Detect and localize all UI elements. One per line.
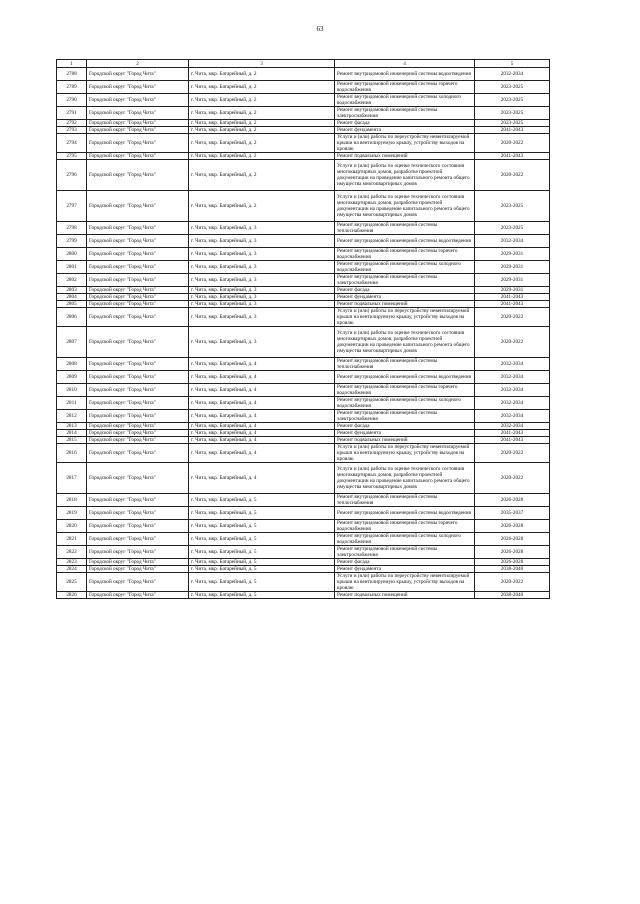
row-number-cell: 2811 xyxy=(57,397,87,410)
address-cell: г. Чита, мкр. Батарейный, д. 5 xyxy=(189,559,335,566)
table-row xyxy=(57,507,550,520)
municipality-cell: Городской округ "Город Чита" xyxy=(87,573,189,592)
municipality-cell: Городской округ "Город Чита" xyxy=(87,592,189,599)
municipality-cell: Городской округ "Город Чита" xyxy=(87,410,189,423)
period-cell: 2020-2022 xyxy=(475,444,550,463)
address-cell: г. Чита, мкр. Батарейный, д. 5 xyxy=(189,494,335,507)
work-type-cell: Ремонт внутридомовой инженерной системы теплоснабжения xyxy=(335,358,475,371)
row-number-cell: 2806 xyxy=(57,308,87,327)
row-number-cell: 2810 xyxy=(57,384,87,397)
table-row xyxy=(57,520,550,533)
period-cell: 2041-2043 xyxy=(475,127,550,134)
table-row xyxy=(57,134,550,153)
table-row xyxy=(57,274,550,287)
row-number-cell: 2815 xyxy=(57,437,87,444)
work-type-cell: Ремонт внутридомовой инженерной системы электроснабжения xyxy=(335,546,475,559)
municipality-cell: Городской округ "Город Чита" xyxy=(87,566,189,573)
municipality-cell: Городской округ "Город Чита" xyxy=(87,160,189,191)
table-row xyxy=(57,107,550,120)
work-type-cell: Услуги и (или) работы по оценке технического состояния многоквартирных домов, разработке проектной документации на проведение капитального ремонта общего имущества многоквартирных домов xyxy=(335,160,475,191)
period-cell: 2041-2043 xyxy=(475,294,550,301)
address-cell: г. Чита, мкр. Батарейный, д. 2 xyxy=(189,94,335,107)
municipality-cell: Городской округ "Город Чита" xyxy=(87,81,189,94)
municipality-cell: Городской округ "Город Чита" xyxy=(87,397,189,410)
table-row xyxy=(57,308,550,327)
row-number-cell: 2800 xyxy=(57,248,87,261)
municipality-cell: Городской округ "Город Чита" xyxy=(87,107,189,120)
row-number-cell: 2788 xyxy=(57,68,87,81)
municipality-cell: Городской округ "Город Чита" xyxy=(87,444,189,463)
work-type-cell: Ремонт подвальных помещений xyxy=(335,301,475,308)
municipality-cell: Городской округ "Город Чита" xyxy=(87,261,189,274)
column-header-work-type: 4 xyxy=(335,60,475,68)
municipality-cell: Городской округ "Город Чита" xyxy=(87,134,189,153)
period-cell: 2023-2025 xyxy=(475,120,550,127)
table-row xyxy=(57,294,550,301)
column-header-municipality: 2 xyxy=(87,60,189,68)
table-row xyxy=(57,371,550,384)
municipality-cell: Городской округ "Город Чита" xyxy=(87,358,189,371)
municipality-cell: Городской округ "Город Чита" xyxy=(87,520,189,533)
work-type-cell: Ремонт внутридомовой инженерной системы холодного водоснабжения xyxy=(335,397,475,410)
address-cell: г. Чита, мкр. Батарейный, д. 4 xyxy=(189,430,335,437)
table-row xyxy=(57,248,550,261)
address-cell: г. Чита, мкр. Батарейный, д. 4 xyxy=(189,437,335,444)
municipality-cell: Городской округ "Город Чита" xyxy=(87,546,189,559)
row-number-cell: 2823 xyxy=(57,559,87,566)
table-row xyxy=(57,81,550,94)
work-type-cell: Ремонт подвальных помещений xyxy=(335,592,475,599)
table-row xyxy=(57,397,550,410)
municipality-cell: Городской округ "Город Чита" xyxy=(87,94,189,107)
table-row xyxy=(57,533,550,546)
municipality-cell: Городской округ "Город Чита" xyxy=(87,127,189,134)
row-number-cell: 2805 xyxy=(57,301,87,308)
address-cell: г. Чита, мкр. Батарейный, д. 5 xyxy=(189,566,335,573)
period-cell: 2020-2022 xyxy=(475,463,550,494)
period-cell: 2029-2031 xyxy=(475,287,550,294)
row-number-cell: 2816 xyxy=(57,444,87,463)
period-cell: 2026-2028 xyxy=(475,494,550,507)
row-number-cell: 2799 xyxy=(57,235,87,248)
row-number-cell: 2792 xyxy=(57,120,87,127)
table-row xyxy=(57,120,550,127)
work-type-cell: Ремонт внутридомовой инженерной системы горячего водоснабжения xyxy=(335,81,475,94)
work-type-cell: Ремонт внутридомовой инженерной системы холодного водоснабжения xyxy=(335,533,475,546)
period-cell: 2023-2025 xyxy=(475,94,550,107)
row-number-cell: 2818 xyxy=(57,494,87,507)
table-row xyxy=(57,68,550,81)
municipality-cell: Городской округ "Город Чита" xyxy=(87,371,189,384)
row-number-cell: 2809 xyxy=(57,371,87,384)
row-number-cell: 2798 xyxy=(57,222,87,235)
address-cell: г. Чита, мкр. Батарейный, д. 5 xyxy=(189,507,335,520)
address-cell: г. Чита, мкр. Батарейный, д. 4 xyxy=(189,463,335,494)
period-cell: 2020-2022 xyxy=(475,327,550,358)
period-cell: 2038-2040 xyxy=(475,592,550,599)
table-row xyxy=(57,559,550,566)
table-row xyxy=(57,160,550,191)
municipality-cell: Городской округ "Город Чита" xyxy=(87,191,189,222)
row-number-cell: 2803 xyxy=(57,287,87,294)
work-type-cell: Ремонт внутридомовой инженерной системы водоотведения xyxy=(335,371,475,384)
address-cell: г. Чита, мкр. Батарейный, д. 4 xyxy=(189,371,335,384)
address-cell: г. Чита, мкр. Батарейный, д. 2 xyxy=(189,134,335,153)
table-row xyxy=(57,463,550,494)
work-type-cell: Ремонт фасада xyxy=(335,287,475,294)
municipality-cell: Городской округ "Город Чита" xyxy=(87,68,189,81)
address-cell: г. Чита, мкр. Батарейный, д. 4 xyxy=(189,410,335,423)
work-type-cell: Ремонт внутридомовой инженерной системы теплоснабжения xyxy=(335,222,475,235)
work-type-cell: Услуги и (или) работы по оценке технического состояния многоквартирных домов, разработке проектной документации на проведение капитального ремонта общего имущества многоквартирных домов xyxy=(335,191,475,222)
row-number-cell: 2821 xyxy=(57,533,87,546)
table-row xyxy=(57,127,550,134)
row-number-cell: 2794 xyxy=(57,134,87,153)
period-cell: 2029-2031 xyxy=(475,261,550,274)
municipality-cell: Городской округ "Город Чита" xyxy=(87,494,189,507)
address-cell: г. Чита, мкр. Батарейный, д. 3 xyxy=(189,248,335,261)
table-row xyxy=(57,573,550,592)
row-number-cell: 2812 xyxy=(57,410,87,423)
row-number-cell: 2795 xyxy=(57,153,87,160)
table-row xyxy=(57,301,550,308)
period-cell: 2032-2034 xyxy=(475,410,550,423)
address-cell: г. Чита, мкр. Батарейный, д. 4 xyxy=(189,423,335,430)
municipality-cell: Городской округ "Город Чита" xyxy=(87,437,189,444)
table-header xyxy=(57,60,550,68)
period-cell: 2041-2043 xyxy=(475,301,550,308)
work-type-cell: Услуги и (или) работы по переустройству невентилируемой крыши на вентилируемую крышу, устройству выходов на кровлю xyxy=(335,308,475,327)
work-type-cell: Ремонт подвальных помещений xyxy=(335,437,475,444)
period-cell: 2026-2028 xyxy=(475,520,550,533)
row-number-cell: 2807 xyxy=(57,327,87,358)
period-cell: 2032-2034 xyxy=(475,235,550,248)
work-type-cell: Услуги и (или) работы по переустройству невентилируемой крыши на вентилируемую крышу, устройству выходов на кровлю xyxy=(335,573,475,592)
row-number-cell: 2824 xyxy=(57,566,87,573)
work-type-cell: Услуги и (или) работы по переустройству невентилируемой крыши на вентилируемую крышу, устройству выходов на кровлю xyxy=(335,134,475,153)
row-number-cell: 2801 xyxy=(57,261,87,274)
work-type-cell: Ремонт подвальных помещений xyxy=(335,153,475,160)
repair-schedule-table xyxy=(56,59,550,599)
address-cell: г. Чита, мкр. Батарейный, д. 2 xyxy=(189,81,335,94)
table-row xyxy=(57,384,550,397)
period-cell: 2020-2022 xyxy=(475,573,550,592)
table-row xyxy=(57,153,550,160)
address-cell: г. Чита, мкр. Батарейный, д. 4 xyxy=(189,384,335,397)
address-cell: г. Чита, мкр. Батарейный, д. 2 xyxy=(189,191,335,222)
work-type-cell: Ремонт внутридомовой инженерной системы электроснабжения xyxy=(335,107,475,120)
address-cell: г. Чита, мкр. Батарейный, д. 3 xyxy=(189,274,335,287)
municipality-cell: Городской округ "Город Чита" xyxy=(87,384,189,397)
work-type-cell: Ремонт внутридомовой инженерной системы горячего водоснабжения xyxy=(335,248,475,261)
address-cell: г. Чита, мкр. Батарейный, д. 5 xyxy=(189,520,335,533)
row-number-cell: 2793 xyxy=(57,127,87,134)
municipality-cell: Городской округ "Город Чита" xyxy=(87,235,189,248)
period-cell: 2020-2022 xyxy=(475,160,550,191)
table-row xyxy=(57,235,550,248)
municipality-cell: Городской округ "Город Чита" xyxy=(87,294,189,301)
period-cell: 2032-2034 xyxy=(475,397,550,410)
row-number-cell: 2825 xyxy=(57,573,87,592)
work-type-cell: Ремонт внутридомовой инженерной системы горячего водоснабжения xyxy=(335,384,475,397)
period-cell: 2032-2034 xyxy=(475,371,550,384)
period-cell: 2041-2043 xyxy=(475,430,550,437)
address-cell: г. Чита, мкр. Батарейный, д. 5 xyxy=(189,592,335,599)
municipality-cell: Городской округ "Город Чита" xyxy=(87,559,189,566)
address-cell: г. Чита, мкр. Батарейный, д. 2 xyxy=(189,107,335,120)
municipality-cell: Городской округ "Город Чита" xyxy=(87,308,189,327)
table-row xyxy=(57,287,550,294)
table-row xyxy=(57,410,550,423)
municipality-cell: Городской округ "Город Чита" xyxy=(87,423,189,430)
work-type-cell: Ремонт фундамента xyxy=(335,294,475,301)
row-number-cell: 2789 xyxy=(57,81,87,94)
municipality-cell: Городской округ "Город Чита" xyxy=(87,248,189,261)
work-type-cell: Услуги и (или) работы по переустройству невентилируемой крыши на вентилируемую крышу, устройству выходов на кровлю xyxy=(335,444,475,463)
row-number-cell: 2820 xyxy=(57,520,87,533)
address-cell: г. Чита, мкр. Батарейный, д. 2 xyxy=(189,160,335,191)
row-number-cell: 2791 xyxy=(57,107,87,120)
table-row xyxy=(57,494,550,507)
period-cell: 2023-2025 xyxy=(475,191,550,222)
period-cell: 2032-2034 xyxy=(475,423,550,430)
table-row xyxy=(57,444,550,463)
table-body xyxy=(57,68,550,599)
period-cell: 2032-2034 xyxy=(475,358,550,371)
work-type-cell: Ремонт внутридомовой инженерной системы холодного водоснабжения xyxy=(335,261,475,274)
work-type-cell: Ремонт внутридомовой инженерной системы водоотведения xyxy=(335,507,475,520)
table-row xyxy=(57,437,550,444)
address-cell: г. Чита, мкр. Батарейный, д. 3 xyxy=(189,222,335,235)
address-cell: г. Чита, мкр. Батарейный, д. 5 xyxy=(189,533,335,546)
address-cell: г. Чита, мкр. Батарейный, д. 4 xyxy=(189,397,335,410)
work-type-cell: Ремонт фундамента xyxy=(335,430,475,437)
work-type-cell: Ремонт внутридомовой инженерной системы водоотведения xyxy=(335,235,475,248)
period-cell: 2023-2025 xyxy=(475,81,550,94)
address-cell: г. Чита, мкр. Батарейный, д. 5 xyxy=(189,546,335,559)
table-row xyxy=(57,222,550,235)
row-number-cell: 2802 xyxy=(57,274,87,287)
address-cell: г. Чита, мкр. Батарейный, д. 4 xyxy=(189,444,335,463)
work-type-cell: Ремонт внутридомовой инженерной системы электроснабжения xyxy=(335,274,475,287)
row-number-cell: 2797 xyxy=(57,191,87,222)
work-type-cell: Ремонт внутридомовой инженерной системы горячего водоснабжения xyxy=(335,520,475,533)
period-cell: 2026-2028 xyxy=(475,546,550,559)
address-cell: г. Чита, мкр. Батарейный, д. 3 xyxy=(189,301,335,308)
work-type-cell: Ремонт фундамента xyxy=(335,127,475,134)
address-cell: г. Чита, мкр. Батарейный, д. 2 xyxy=(189,127,335,134)
address-cell: г. Чита, мкр. Батарейный, д. 2 xyxy=(189,153,335,160)
row-number-cell: 2790 xyxy=(57,94,87,107)
period-cell: 2041-2043 xyxy=(475,153,550,160)
municipality-cell: Городской округ "Город Чита" xyxy=(87,153,189,160)
table-row xyxy=(57,191,550,222)
row-number-cell: 2804 xyxy=(57,294,87,301)
column-header-number: 1 xyxy=(57,60,87,68)
work-type-cell: Ремонт фасада xyxy=(335,559,475,566)
table-row xyxy=(57,423,550,430)
work-type-cell: Ремонт внутридомовой инженерной системы холодного водоснабжения xyxy=(335,94,475,107)
work-type-cell: Ремонт внутридомовой инженерной системы водоотведения xyxy=(335,68,475,81)
period-cell: 2023-2025 xyxy=(475,222,550,235)
work-type-cell: Ремонт фундамента xyxy=(335,566,475,573)
address-cell: г. Чита, мкр. Батарейный, д. 2 xyxy=(189,120,335,127)
row-number-cell: 2814 xyxy=(57,430,87,437)
table-row xyxy=(57,430,550,437)
row-number-cell: 2808 xyxy=(57,358,87,371)
address-cell: г. Чита, мкр. Батарейный, д. 3 xyxy=(189,261,335,274)
municipality-cell: Городской округ "Город Чита" xyxy=(87,287,189,294)
municipality-cell: Городской округ "Город Чита" xyxy=(87,120,189,127)
address-cell: г. Чита, мкр. Батарейный, д. 3 xyxy=(189,327,335,358)
address-cell: г. Чита, мкр. Батарейный, д. 2 xyxy=(189,68,335,81)
period-cell: 2029-2031 xyxy=(475,248,550,261)
table-row xyxy=(57,327,550,358)
period-cell: 2023-2025 xyxy=(475,107,550,120)
work-type-cell: Ремонт фасада xyxy=(335,120,475,127)
municipality-cell: Городской округ "Город Чита" xyxy=(87,222,189,235)
municipality-cell: Городской округ "Город Чита" xyxy=(87,430,189,437)
municipality-cell: Городской округ "Город Чита" xyxy=(87,274,189,287)
table-row xyxy=(57,592,550,599)
work-type-cell: Ремонт фасада xyxy=(335,423,475,430)
row-number-cell: 2796 xyxy=(57,160,87,191)
municipality-cell: Городской округ "Город Чита" xyxy=(87,327,189,358)
table-row xyxy=(57,566,550,573)
work-type-cell: Ремонт внутридомовой инженерной системы теплоснабжения xyxy=(335,494,475,507)
period-cell: 2041-2043 xyxy=(475,437,550,444)
period-cell: 2032-2034 xyxy=(475,384,550,397)
row-number-cell: 2822 xyxy=(57,546,87,559)
period-cell: 2035-2037 xyxy=(475,507,550,520)
column-header-address: 3 xyxy=(189,60,335,68)
period-cell: 2026-2028 xyxy=(475,533,550,546)
table-row xyxy=(57,358,550,371)
municipality-cell: Городской округ "Город Чита" xyxy=(87,533,189,546)
row-number-cell: 2813 xyxy=(57,423,87,430)
work-type-cell: Ремонт внутридомовой инженерной системы электроснабжения xyxy=(335,410,475,423)
address-cell: г. Чита, мкр. Батарейный, д. 5 xyxy=(189,573,335,592)
column-header-period: 5 xyxy=(475,60,550,68)
period-cell: 2029-2031 xyxy=(475,274,550,287)
row-number-cell: 2817 xyxy=(57,463,87,494)
work-type-cell: Услуги и (или) работы по оценке технического состояния многоквартирных домов, разработке проектной документации на проведение капитального ремонта общего имущества многоквартирных домов xyxy=(335,327,475,358)
period-cell: 2032-2034 xyxy=(475,68,550,81)
address-cell: г. Чита, мкр. Батарейный, д. 3 xyxy=(189,235,335,248)
row-number-cell: 2826 xyxy=(57,592,87,599)
address-cell: г. Чита, мкр. Батарейный, д. 4 xyxy=(189,358,335,371)
work-type-cell: Услуги и (или) работы по оценке технического состояния многоквартирных домов, разработке проектной документации на проведение капитального ремонта общего имущества многоквартирных домов xyxy=(335,463,475,494)
municipality-cell: Городской округ "Город Чита" xyxy=(87,507,189,520)
header-row xyxy=(57,60,550,68)
address-cell: г. Чита, мкр. Батарейный, д. 3 xyxy=(189,308,335,327)
period-cell: 2020-2022 xyxy=(475,134,550,153)
municipality-cell: Городской округ "Город Чита" xyxy=(87,463,189,494)
period-cell: 2026-2028 xyxy=(475,559,550,566)
period-cell: 2020-2022 xyxy=(475,308,550,327)
address-cell: г. Чита, мкр. Батарейный, д. 3 xyxy=(189,287,335,294)
address-cell: г. Чита, мкр. Батарейный, д. 3 xyxy=(189,294,335,301)
table-row xyxy=(57,94,550,107)
row-number-cell: 2819 xyxy=(57,507,87,520)
period-cell: 2038-2040 xyxy=(475,566,550,573)
page-number: 63 xyxy=(316,25,324,33)
table-row xyxy=(57,261,550,274)
table-row xyxy=(57,546,550,559)
municipality-cell: Городской округ "Город Чита" xyxy=(87,301,189,308)
